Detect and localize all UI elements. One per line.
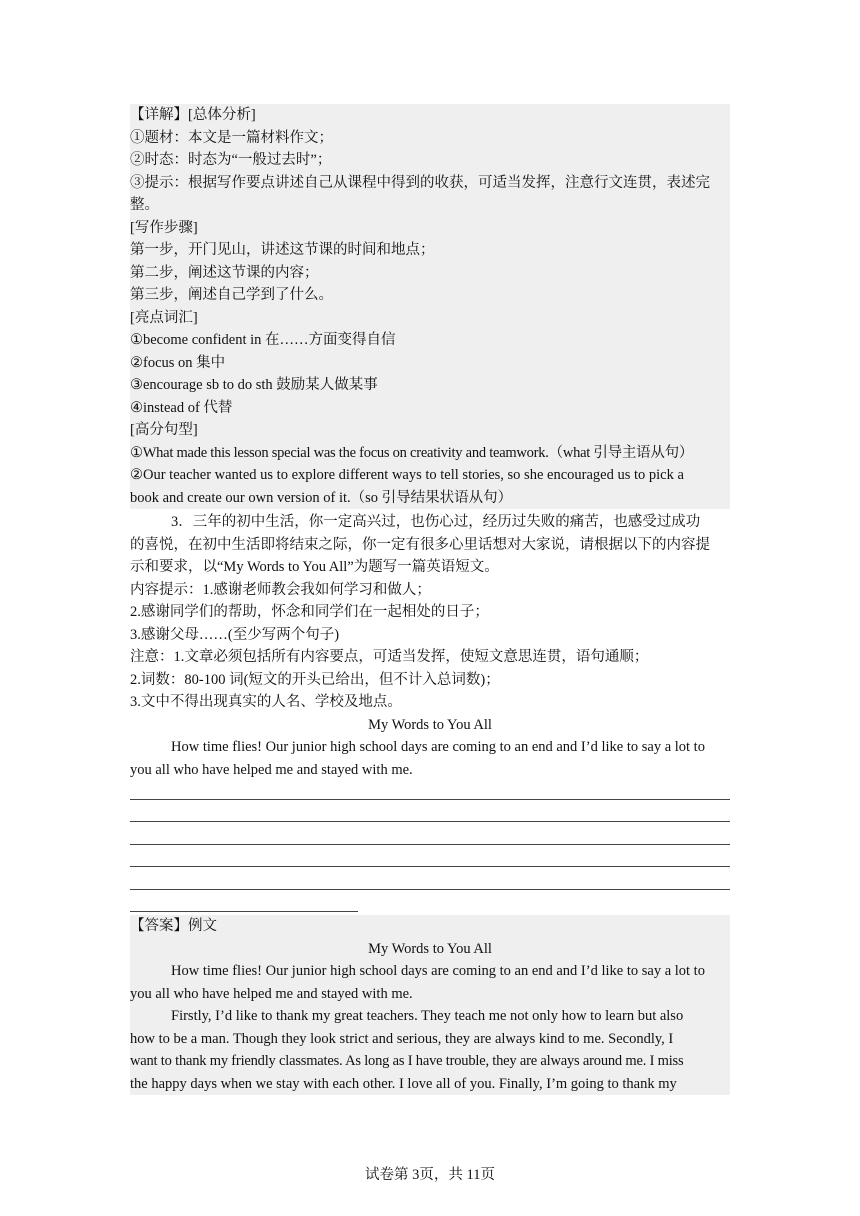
vocabulary-item: ④instead of 代替 [130, 399, 233, 416]
analysis-line: 第三步，阐述自己学到了什么。 [130, 287, 333, 303]
question-section [130, 511, 730, 781]
requirement-line: 注意：1.文章必须包括所有内容要点，可适当发挥，使短文意思连贯，语句通顺； [130, 649, 649, 665]
answer-title: My Words to You All [368, 940, 492, 957]
analysis-line: 第一步，开门见山，讲述这节课的时间和地点； [130, 242, 435, 258]
question-intro-line: 3．三年的初中生活，你一定高兴过，也伤心过，经历过失败的痛苦，也感受过成功 [171, 514, 701, 530]
answer-label: 【答案】例文 [130, 918, 217, 934]
writing-line[interactable] [130, 800, 730, 823]
writing-line[interactable] [130, 890, 358, 913]
answer-line: Firstly, I’d like to thank my great teachers. They teach me not only how to learn but also [171, 1008, 684, 1024]
analysis-line: 整。 [130, 197, 159, 213]
page-footer: 试卷第 3页，共 11页 [365, 1167, 495, 1183]
answer-line: How time flies! Our junior high school days are coming to an end and I’d like to say a lot to [171, 963, 705, 979]
analysis-section [130, 104, 730, 509]
question-intro-line: 示和要求，以“My Words to You All”为题写一篇英语短文。 [130, 559, 499, 575]
vocabulary-heading: [亮点词汇] [130, 309, 198, 326]
writing-line[interactable] [130, 845, 730, 868]
vocabulary-item: ②focus on 集中 [130, 354, 226, 371]
analysis-line: 第二步，阐述这节课的内容； [130, 264, 319, 281]
question-intro-line: 的喜悦，在初中生活即将结束之际，你一定有很多心里话想对大家说，请根据以下的内容提 [130, 536, 710, 553]
sentence-pattern: ①What made this lesson special was the focus on creativity and teamwork.（what 引导主语从句） [130, 444, 694, 461]
essay-opening-line: How time flies! Our junior high school days are coming to an end and I’d like to say a lot to [171, 739, 705, 755]
writing-line[interactable] [130, 777, 730, 800]
essay-opening-line: you all who have helped me and stayed with me. [130, 761, 413, 778]
requirement-line: 3.文中不得出现真实的人名、学校及地点。 [130, 694, 402, 710]
answer-line: how to be a man. Though they look strict and serious, they are always kind to me. Secondly, I [130, 1030, 674, 1047]
requirement-line: 3.感谢父母……(至少写两个句子) [130, 626, 340, 643]
sentence-pattern: book and create our own version of it.（so 引导结果状语从句） [130, 489, 513, 506]
writing-steps-heading: [写作步骤] [130, 219, 198, 236]
sentence-pattern: ②Our teacher wanted us to explore different ways to tell stories, so she encouraged us to pick a [130, 467, 684, 483]
writing-line[interactable] [130, 867, 730, 890]
writing-line[interactable] [130, 822, 730, 845]
answer-lines [130, 777, 730, 912]
analysis-line: ③提示：根据写作要点讲述自己从课程中得到的收获，可适当发挥，注意行文连贯，表述完 [130, 174, 710, 191]
vocabulary-item: ①become confident in 在……方面变得自信 [130, 332, 396, 348]
requirement-line: 内容提示：1.感谢老师教会我如何学习和做人； [130, 581, 431, 598]
answer-line: the happy days when we stay with each other. I love all of you. Finally, I’m going to thank my [130, 1075, 677, 1092]
answer-line: want to thank my friendly classmates. As long as I have trouble, they are always around me. I miss [130, 1053, 684, 1069]
requirement-line: 2.感谢同学们的帮助，怀念和同学们在一起相处的日子； [130, 604, 489, 620]
essay-title: My Words to You All [368, 716, 492, 733]
requirement-line: 2.词数：80-100 词(短文的开头已给出，但不计入总词数)； [130, 671, 500, 688]
vocabulary-item: ③encourage sb to do sth 鼓励某人做某事 [130, 377, 378, 393]
analysis-line: ①题材：本文是一篇材料作文； [130, 129, 333, 146]
analysis-line: ②时态：时态为“一般过去时”； [130, 152, 332, 168]
answer-section [130, 915, 730, 1095]
answer-line: you all who have helped me and stayed with me. [130, 985, 413, 1002]
analysis-heading: 【详解】[总体分析] [130, 107, 256, 123]
sentence-patterns-heading: [高分句型] [130, 422, 198, 438]
